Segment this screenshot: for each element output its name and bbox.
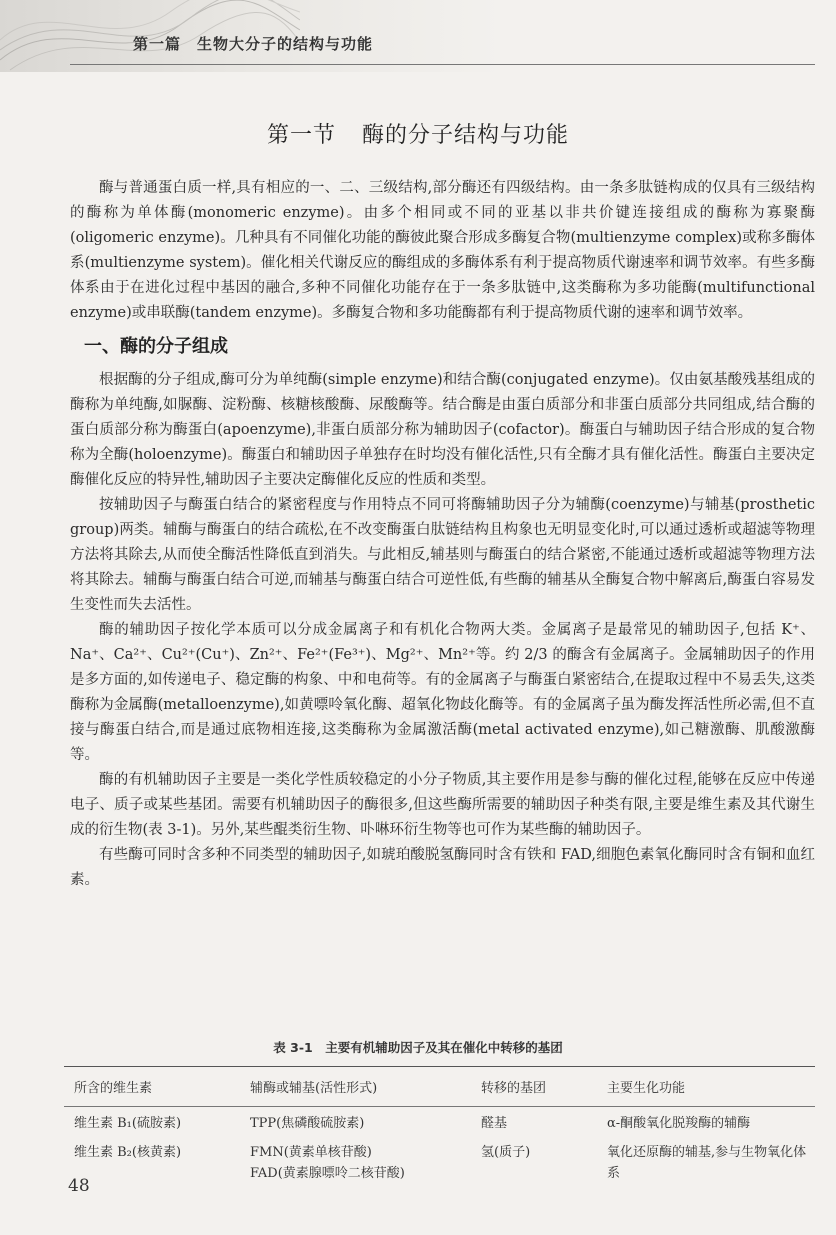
table-cell-line: FAD(黄素腺嘌呤二核苷酸) bbox=[250, 1166, 405, 1181]
running-head: 第一篇 生物大分子的结构与功能 bbox=[133, 35, 374, 53]
table-cell: 维生素 B₁(硫胺素) bbox=[74, 1116, 182, 1131]
paragraph: 酶的辅助因子按化学本质可以分成金属离子和有机化合物两大类。金属离子是最常见的辅助因子,包括 K⁺、Na⁺、Ca²⁺、Cu²⁺(Cu⁺)、Zn²⁺、Fe²⁺(Fe³⁺)、Mg²⁺、Mn²⁺等。约 2/3 的酶含有金属离子。金属辅助因子的作用是多方面的,如传递电子、稳定酶的构象、中和电荷等。有的金属离子与酶蛋白紧密结合,在提取过程中不易丢失,这类酶称为金属酶(metalloenzyme),如黄嘌呤氧化酶、超氧化物歧化酶等。有的金属离子虽为酶发挥活性所必需,但不直接与酶蛋白结合,而是通过底物相连接,这类酶称为金属激活酶(metal activated enzyme),如己糖激酶、肌酸激酶等。 bbox=[70, 622, 815, 763]
table-cell: 氢(质子) bbox=[481, 1145, 531, 1160]
paragraph: 酶与普通蛋白质一样,具有相应的一、二、三级结构,部分酶还有四级结构。由一条多肽链构成的仅具有三级结构的酶称为单体酶(monomeric enzyme)。由多个相同或不同的亚基以非共价键连接组成的酶称为寡聚酶(oligomeric enzyme)。几种具有不同催化功能的酶彼此聚合形成多酶复合物(multienzyme complex)或称多酶体系(multienzyme system)。催化相关代谢反应的酶组成的多酶体系有利于提高物质代谢速率和调节效率。有些多酶体系由于在进化过程中基因的融合,多种不同催化功能存在于一条多肽链中,这类酶称为多功能酶(multifunctional enzyme)或串联酶(tandem enzyme)。多酶复合物和多功能酶都有利于提高物质代谢的速率和调节效率。 bbox=[70, 180, 815, 321]
paragraph: 有些酶可同时含多种不同类型的辅助因子,如琥珀酸脱氢酶同时含有铁和 FAD,细胞色素氧化酶同时含有铜和血红素。 bbox=[70, 847, 815, 888]
table-row bbox=[64, 1136, 815, 1186]
table-cell: 氧化还原酶的辅基,参与生物氧化体系 bbox=[607, 1145, 807, 1181]
section-title bbox=[0, 118, 836, 149]
table-cell: 醛基 bbox=[481, 1116, 508, 1131]
paragraph: 酶的有机辅助因子主要是一类化学性质较稳定的小分子物质,其主要作用是参与酶的催化过程,能够在反应中传递电子、质子或某些基团。需要有机辅助因子的酶很多,但这些酶所需要的辅助因子种类有限,主要是维生素及其代谢生成的衍生物(表 3-1)。另外,某些醌类衍生物、卟啉环衍生物等也可作为某些酶的辅助因子。 bbox=[70, 772, 815, 838]
section-name: 酶的分子结构与功能 bbox=[362, 123, 570, 148]
table-cell-line: FMN(黄素单核苷酸) bbox=[250, 1145, 372, 1160]
table-cell bbox=[240, 1136, 471, 1186]
section-number: 第一节 bbox=[266, 123, 336, 148]
paragraph: 根据酶的分子组成,酶可分为单纯酶(simple enzyme)和结合酶(conjugated enzyme)。仅由氨基酸残基组成的酶称为单纯酶,如脲酶、淀粉酶、核糖核酸酶、尿酸酶等。结合酶是由蛋白质部分和非蛋白质部分共同组成,结合酶的蛋白质部分称为酶蛋白(apoenzyme),非蛋白质部分称为辅助因子(cofactor)。酶蛋白与辅助因子结合形成的复合物称为全酶(holoenzyme)。酶蛋白和辅助因子单独存在时均没有催化活性,只有全酶才具有催化活性。酶蛋白主要决定酶催化反应的特异性,辅助因子主要决定酶催化反应的性质和类型。 bbox=[70, 372, 815, 488]
table-header-cell: 主要生化功能 bbox=[597, 1067, 815, 1107]
table-cell: TPP(焦磷酸硫胺素) bbox=[250, 1116, 365, 1131]
table-cell: 维生素 B₂(核黄素) bbox=[74, 1145, 182, 1160]
main-text bbox=[70, 176, 815, 893]
table-cell: α-酮酸氧化脱羧酶的辅酶 bbox=[607, 1116, 751, 1131]
page-number: 48 bbox=[68, 1176, 90, 1196]
cofactor-table bbox=[64, 1066, 815, 1186]
paragraph: 按辅助因子与酶蛋白结合的紧密程度与作用特点不同可将酶辅助因子分为辅酶(coenzyme)与辅基(prosthetic group)两类。辅酶与酶蛋白的结合疏松,在不改变酶蛋白肽链结构且构象也无明显变化时,可以通过透析或超滤等物理方法将其除去,从而使全酶活性降低直到消失。与此相反,辅基则与酶蛋白的结合紧密,不能通过透析或超滤等物理方法将其除去。辅酶与酶蛋白结合可逆,而辅基与酶蛋白结合可逆性低,有些酶的辅基从全酶复合物中解离后,酶蛋白容易发生变性而失去活性。 bbox=[70, 497, 815, 613]
table-header-row bbox=[64, 1067, 815, 1107]
table-header-cell: 所含的维生素 bbox=[64, 1067, 240, 1107]
table-header-cell: 辅酶或辅基(活性形式) bbox=[240, 1067, 471, 1107]
table-row bbox=[64, 1107, 815, 1137]
table-header-cell: 转移的基团 bbox=[471, 1067, 597, 1107]
subsection-title: 一、酶的分子组成 bbox=[84, 336, 228, 357]
table-caption: 表 3-1 主要有机辅助因子及其在催化中转移的基团 bbox=[273, 1040, 563, 1055]
header-rule bbox=[70, 64, 815, 65]
